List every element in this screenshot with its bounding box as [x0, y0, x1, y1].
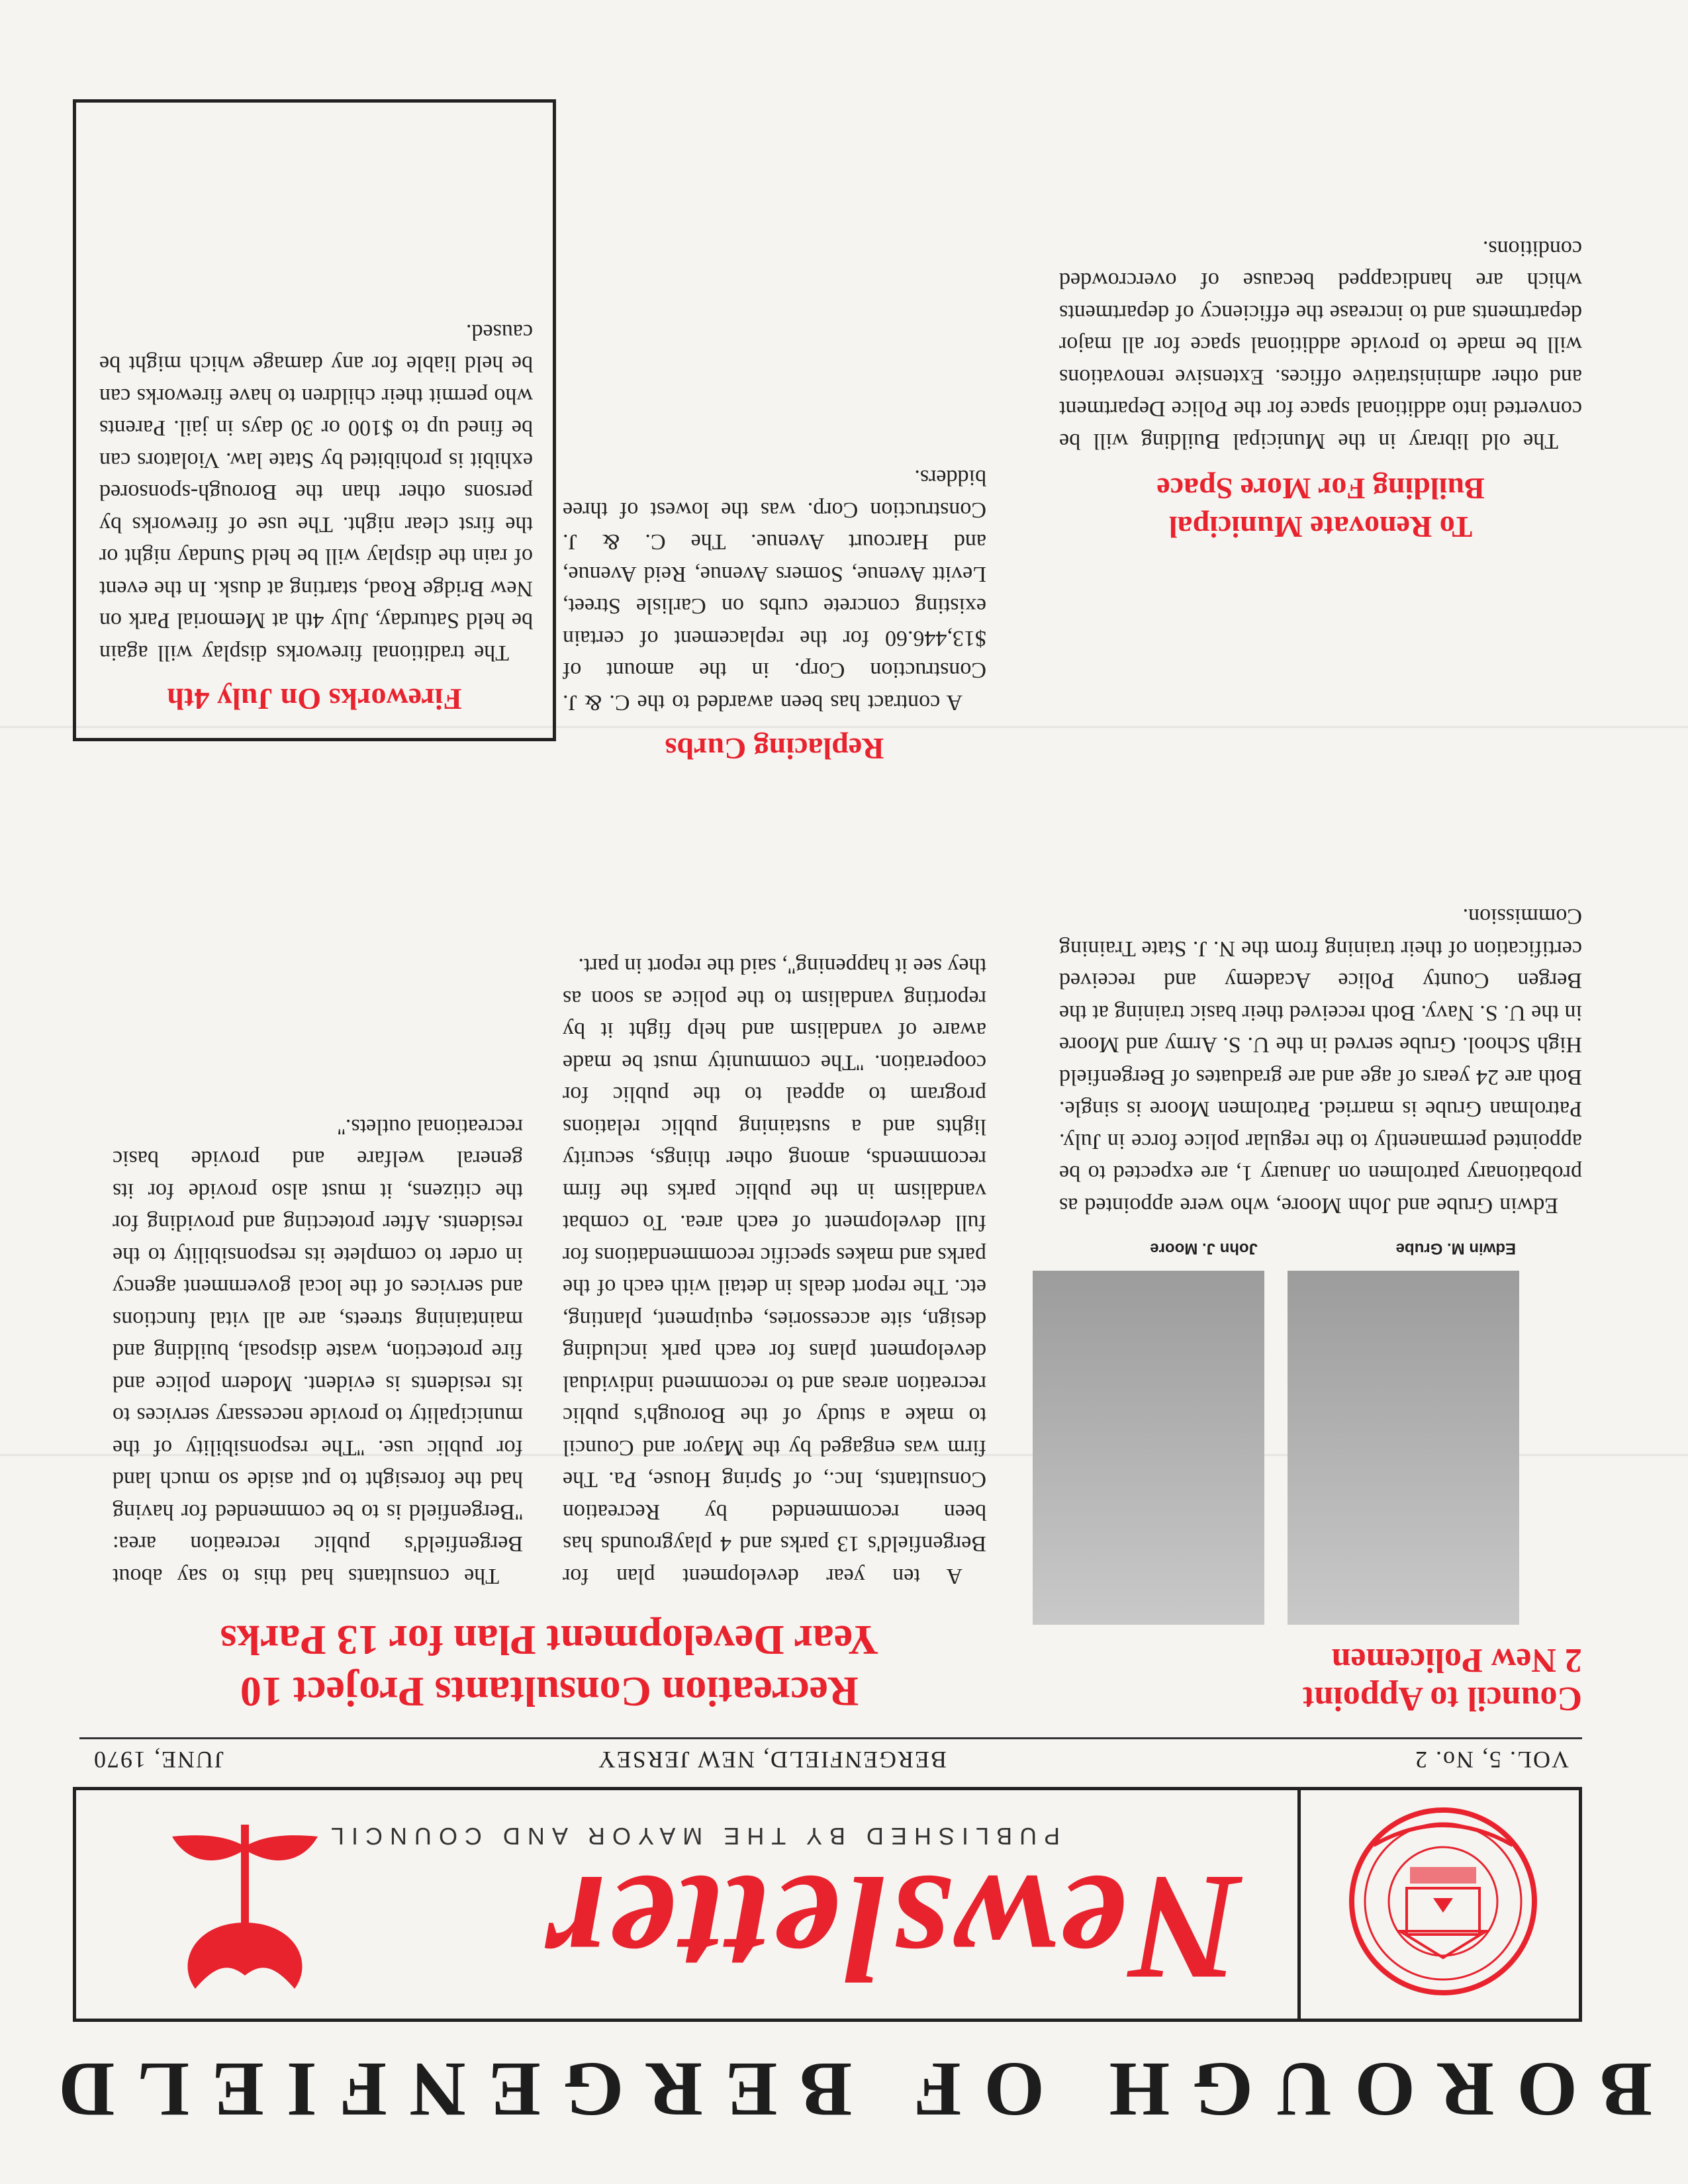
- borough-seal-icon: [1334, 1805, 1552, 1997]
- seal-divider: [1297, 1790, 1301, 2019]
- municipal-body: [1059, 113, 1582, 457]
- recreation-headline: [79, 1614, 1019, 1717]
- municipal-body-text: The old library in the Municipal Building will be converted into additional space for the Police Department and other administrative offices. Extensive renovations will be made to provide additional space for all major departments and to increase the efficiency of departments which are handicapped because of overcrowded conditions.: [1059, 236, 1582, 453]
- curbs-body: [563, 122, 986, 718]
- fireworks-body-text: The traditional fireworks display will again be held Saturday, July 4th at Memorial Park on New Bridge Road, starting at dusk. In the event of rain the display will be held Sunday night or the first clear night. The use of fireworks by persons other than the Borough-sponsored exhibit is prohibited by State law. Violators can be fined up to $100 or 30 days in jail. Parents who permit their children to have fireworks can be held liable for any damage which might be caused.: [99, 320, 533, 665]
- masthead-box: [73, 1787, 1582, 2022]
- recreation-headline-line1: Recreation Consultants Project 10: [240, 1668, 859, 1715]
- dateline-place: BERGENFIELD, NEW JERSEY: [596, 1747, 947, 1773]
- issue-date: JUNE, 1970: [93, 1747, 224, 1773]
- policemen-body-text: Edwin Grube and John Moore, who were appointed as probationary patrolmen on January 1, are expected to be appointed permanently to the regular police force in July. Patrolman Grube is married. Patrolmen Moore is single. Both are 24 years of age and are graduates of Bergenfield High School. Grube served in the U. S. Army and Moore in the U. S. Navy. Both received their basic training at the Bergen County Police Academy and received certification of their training from the N. J. State Training Commission.: [1059, 904, 1582, 1218]
- curbs-headline: Replacing Curbs: [665, 732, 884, 766]
- recreation-body-col1: [563, 797, 986, 1592]
- municipal-headline-line2: Building For More Space: [1156, 472, 1485, 506]
- policemen-body: [1059, 698, 1582, 1221]
- borough-title: BOROUGH OF BERGENFIELD: [36, 2046, 1652, 2133]
- policemen-headline: [1019, 1641, 1582, 1717]
- policemen-headline-line2: 2 New Policemen: [1331, 1641, 1582, 1679]
- recreation-headline-line2: Year Development Plan for 13 Parks: [220, 1617, 879, 1664]
- fireworks-body: [99, 119, 533, 668]
- officer-photo-grube: [1288, 1271, 1519, 1625]
- recreation-body-text-2: The consultants had this to say about Bergenfield's public recreation area: ''Bergenfield is to be commended for having had the foresight to put aside so much land for public use. ''The responsibility of the municipality to provide necessary services to its residents is evident. Modern police and fire protection, waste disposal, building and maintaining streets, are all vital functions and services of the local government agency in order to complete its responsibility to the residents. After protecting and providing for the citizens, it must also provide for its general welfare and provide basic recreational outlets.'': [113, 1115, 523, 1588]
- policemen-headline-line1: Council to Appoint: [1303, 1680, 1582, 1717]
- caption-grube: Edwin M. Grube: [1395, 1240, 1516, 1257]
- published-by-line: PUBLISHED BY THE MAYOR AND COUNCIL: [323, 1823, 1060, 1850]
- fireworks-box: [73, 99, 556, 741]
- caption-moore: John J. Moore: [1150, 1240, 1258, 1257]
- municipal-headline-line1: To Renovate Municipal: [1168, 510, 1473, 544]
- dateline: [79, 1737, 1582, 1780]
- recreation-body-text-1: A ten year development plan for Bergenfield's 13 parks and 4 playgrounds has been recommended by Recreation Consultants, Inc., of Spring House, Pa. The firm was engaged by the Mayor and Council to make a study of the Borough's public recreation areas and to recommend individual development plans for each park including design, site accessories, equipment, planting, etc. The report deals in detail with each of the parks and makes specific recommendations for full development of each area. To combat vandalism in the public parks the firm recommends, among other things, security lights and a sustaining public relations program to appeal to the public for cooperation. ''The community must be made aware of vandalism and help fight it by reporting vandalism to the police as soon as they see it happening'', said the report in part.: [563, 954, 986, 1588]
- officer-photos: [1029, 1271, 1519, 1625]
- fireworks-headline: Fireworks On July 4th: [167, 682, 462, 716]
- volume-number: VOL. 5, No. 2: [1414, 1747, 1569, 1773]
- officer-photo-moore: [1033, 1271, 1264, 1625]
- municipal-headline: [1059, 469, 1582, 546]
- curbs-body-text: A contract has been awarded to the C. & J. Construction Corp. in the amount of $13,446.60 for the replacement of certain existing concrete curbs on Carlisle Street, Levitt Avenue, Somers Avenue, Reid Avenue, and Harcourt Avenue. The C. & J. Construction Corp. was the lowest of three bidders.: [563, 465, 986, 715]
- recreation-body-col2: [113, 811, 523, 1592]
- newsletter-title: Newsletter: [541, 1844, 1241, 2013]
